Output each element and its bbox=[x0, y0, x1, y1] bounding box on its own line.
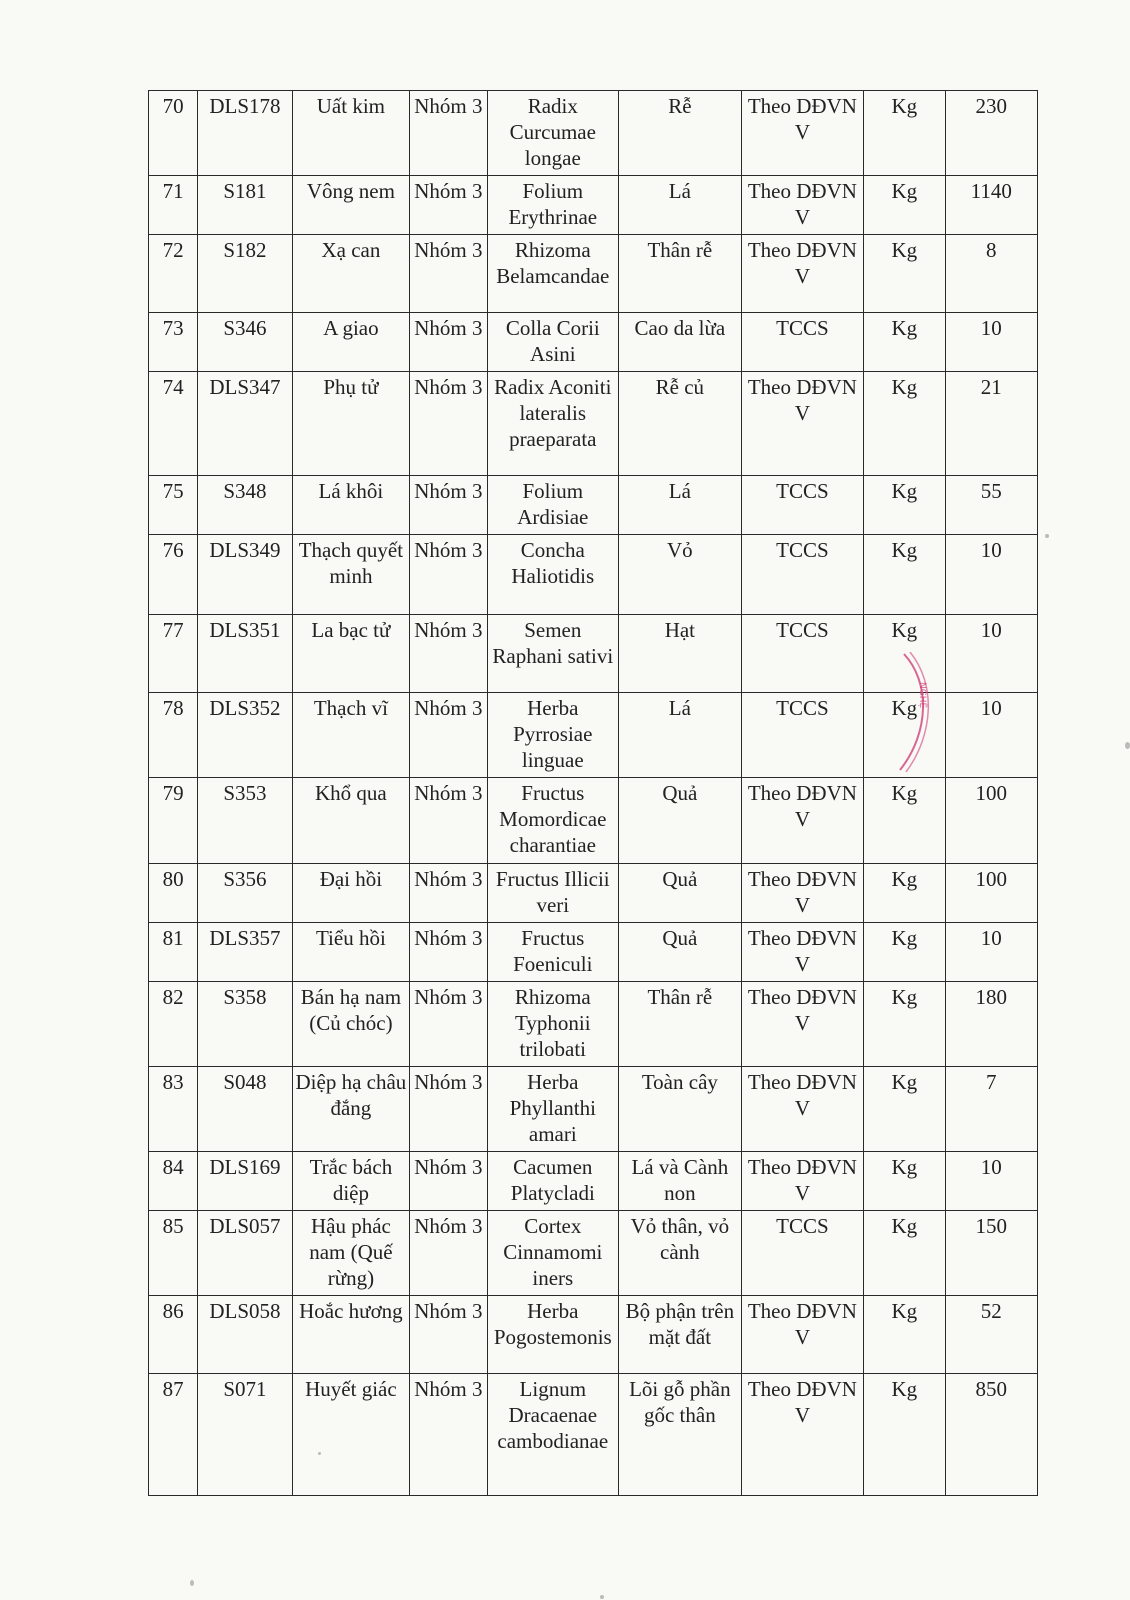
row-number: 79 bbox=[149, 778, 198, 864]
row-quantity: 150 bbox=[945, 1211, 1037, 1296]
row-name: Vông nem bbox=[292, 176, 410, 235]
row-unit: Kg bbox=[864, 1296, 945, 1374]
row-standard: Theo DĐVN V bbox=[741, 91, 864, 176]
row-code: DLS057 bbox=[198, 1211, 292, 1296]
row-number: 77 bbox=[149, 615, 198, 693]
row-latin-name: Semen Raphani sativi bbox=[487, 615, 619, 693]
row-unit: Kg bbox=[864, 313, 945, 372]
row-quantity: 850 bbox=[945, 1374, 1037, 1496]
row-part-used: Quả bbox=[619, 923, 742, 982]
row-unit: Kg bbox=[864, 91, 945, 176]
table-row bbox=[149, 1296, 1038, 1374]
row-unit: Kg bbox=[864, 535, 945, 615]
table-row bbox=[149, 235, 1038, 313]
row-standard: TCCS bbox=[741, 615, 864, 693]
row-quantity: 52 bbox=[945, 1296, 1037, 1374]
row-number: 81 bbox=[149, 923, 198, 982]
row-unit: Kg bbox=[864, 923, 945, 982]
row-name: Hoắc hương bbox=[292, 1296, 410, 1374]
row-group: Nhóm 3 bbox=[410, 1067, 487, 1152]
row-standard: Theo DĐVN V bbox=[741, 1296, 864, 1374]
table-row bbox=[149, 1374, 1038, 1496]
row-unit: Kg bbox=[864, 235, 945, 313]
row-part-used: Bộ phận trên mặt đất bbox=[619, 1296, 742, 1374]
row-number: 86 bbox=[149, 1296, 198, 1374]
row-standard: TCCS bbox=[741, 1211, 864, 1296]
row-part-used: Quả bbox=[619, 778, 742, 864]
row-quantity: 10 bbox=[945, 1152, 1037, 1211]
row-latin-name: Concha Haliotidis bbox=[487, 535, 619, 615]
row-standard: TCCS bbox=[741, 535, 864, 615]
row-number: 84 bbox=[149, 1152, 198, 1211]
row-name: La bạc tử bbox=[292, 615, 410, 693]
row-standard: Theo DĐVN V bbox=[741, 176, 864, 235]
row-part-used: Toàn cây bbox=[619, 1067, 742, 1152]
row-code: DLS351 bbox=[198, 615, 292, 693]
row-code: DLS349 bbox=[198, 535, 292, 615]
row-code: S181 bbox=[198, 176, 292, 235]
row-part-used: Hạt bbox=[619, 615, 742, 693]
row-number: 73 bbox=[149, 313, 198, 372]
row-quantity: 10 bbox=[945, 535, 1037, 615]
row-quantity: 100 bbox=[945, 864, 1037, 923]
row-group: Nhóm 3 bbox=[410, 535, 487, 615]
row-part-used: Quả bbox=[619, 864, 742, 923]
row-number: 75 bbox=[149, 476, 198, 535]
row-number: 87 bbox=[149, 1374, 198, 1496]
table-row bbox=[149, 982, 1038, 1067]
table-row bbox=[149, 313, 1038, 372]
row-latin-name: Rhizoma Belamcandae bbox=[487, 235, 619, 313]
row-number: 72 bbox=[149, 235, 198, 313]
row-name: Thạch vĩ bbox=[292, 693, 410, 778]
row-unit: Kg bbox=[864, 693, 945, 778]
row-code: S356 bbox=[198, 864, 292, 923]
row-standard: TCCS bbox=[741, 693, 864, 778]
row-group: Nhóm 3 bbox=[410, 982, 487, 1067]
row-code: S182 bbox=[198, 235, 292, 313]
row-part-used: Lá bbox=[619, 176, 742, 235]
table-row bbox=[149, 476, 1038, 535]
row-standard: Theo DĐVN V bbox=[741, 1067, 864, 1152]
row-standard: Theo DĐVN V bbox=[741, 235, 864, 313]
herbal-ingredients-table bbox=[148, 90, 1038, 1496]
row-part-used: Lá bbox=[619, 476, 742, 535]
row-part-used: Lá và Cành non bbox=[619, 1152, 742, 1211]
row-code: DLS169 bbox=[198, 1152, 292, 1211]
row-latin-name: Radix Curcumae longae bbox=[487, 91, 619, 176]
row-quantity: 180 bbox=[945, 982, 1037, 1067]
row-latin-name: Fructus Foeniculi bbox=[487, 923, 619, 982]
row-unit: Kg bbox=[864, 982, 945, 1067]
row-group: Nhóm 3 bbox=[410, 476, 487, 535]
row-group: Nhóm 3 bbox=[410, 615, 487, 693]
row-number: 85 bbox=[149, 1211, 198, 1296]
scan-speck bbox=[600, 1595, 604, 1599]
table-row bbox=[149, 535, 1038, 615]
row-code: DLS352 bbox=[198, 693, 292, 778]
row-name: Diệp hạ châu đắng bbox=[292, 1067, 410, 1152]
row-name: Thạch quyết minh bbox=[292, 535, 410, 615]
row-code: DLS357 bbox=[198, 923, 292, 982]
row-part-used: Rễ củ bbox=[619, 372, 742, 476]
row-unit: Kg bbox=[864, 372, 945, 476]
table-row bbox=[149, 693, 1038, 778]
row-group: Nhóm 3 bbox=[410, 1296, 487, 1374]
row-standard: Theo DĐVN V bbox=[741, 372, 864, 476]
table-body bbox=[149, 91, 1038, 1496]
row-number: 71 bbox=[149, 176, 198, 235]
row-name: A giao bbox=[292, 313, 410, 372]
row-group: Nhóm 3 bbox=[410, 313, 487, 372]
row-code: S071 bbox=[198, 1374, 292, 1496]
row-latin-name: Folium Erythrinae bbox=[487, 176, 619, 235]
row-standard: Theo DĐVN V bbox=[741, 982, 864, 1067]
row-standard: TCCS bbox=[741, 476, 864, 535]
row-group: Nhóm 3 bbox=[410, 91, 487, 176]
row-name: Tiểu hồi bbox=[292, 923, 410, 982]
row-name: Xạ can bbox=[292, 235, 410, 313]
row-group: Nhóm 3 bbox=[410, 778, 487, 864]
row-unit: Kg bbox=[864, 1152, 945, 1211]
row-standard: Theo DĐVN V bbox=[741, 1374, 864, 1496]
row-name: Đại hồi bbox=[292, 864, 410, 923]
row-number: 74 bbox=[149, 372, 198, 476]
table-row bbox=[149, 372, 1038, 476]
row-group: Nhóm 3 bbox=[410, 235, 487, 313]
row-name: Phụ tử bbox=[292, 372, 410, 476]
row-latin-name: Lignum Dracaenae cambodianae bbox=[487, 1374, 619, 1496]
row-code: DLS347 bbox=[198, 372, 292, 476]
row-number: 83 bbox=[149, 1067, 198, 1152]
row-latin-name: Fructus Illicii veri bbox=[487, 864, 619, 923]
row-latin-name: Fructus Momordicae charantiae bbox=[487, 778, 619, 864]
row-standard: Theo DĐVN V bbox=[741, 1152, 864, 1211]
row-latin-name: Herba Pyrrosiae linguae bbox=[487, 693, 619, 778]
row-number: 82 bbox=[149, 982, 198, 1067]
row-standard: Theo DĐVN V bbox=[741, 923, 864, 982]
row-quantity: 55 bbox=[945, 476, 1037, 535]
table-row bbox=[149, 778, 1038, 864]
row-name: Hậu phác nam (Quế rừng) bbox=[292, 1211, 410, 1296]
row-part-used: Rễ bbox=[619, 91, 742, 176]
row-unit: Kg bbox=[864, 864, 945, 923]
row-name: Huyết giác bbox=[292, 1374, 410, 1496]
row-group: Nhóm 3 bbox=[410, 1211, 487, 1296]
row-code: S348 bbox=[198, 476, 292, 535]
row-latin-name: Herba Pogostemonis bbox=[487, 1296, 619, 1374]
row-latin-name: Rhizoma Typhonii trilobati bbox=[487, 982, 619, 1067]
row-number: 70 bbox=[149, 91, 198, 176]
scan-speck bbox=[190, 1580, 194, 1586]
row-quantity: 10 bbox=[945, 693, 1037, 778]
row-quantity: 10 bbox=[945, 615, 1037, 693]
row-quantity: 10 bbox=[945, 923, 1037, 982]
row-group: Nhóm 3 bbox=[410, 1152, 487, 1211]
row-group: Nhóm 3 bbox=[410, 176, 487, 235]
row-quantity: 7 bbox=[945, 1067, 1037, 1152]
table-row bbox=[149, 923, 1038, 982]
row-code: DLS178 bbox=[198, 91, 292, 176]
row-part-used: Lá bbox=[619, 693, 742, 778]
row-name: Lá khôi bbox=[292, 476, 410, 535]
stamp-text: NGHỆ bbox=[917, 682, 927, 709]
row-code: S048 bbox=[198, 1067, 292, 1152]
table-row bbox=[149, 91, 1038, 176]
row-number: 76 bbox=[149, 535, 198, 615]
row-number: 80 bbox=[149, 864, 198, 923]
row-name: Uất kim bbox=[292, 91, 410, 176]
table-row bbox=[149, 615, 1038, 693]
row-standard: TCCS bbox=[741, 313, 864, 372]
scan-speck bbox=[1045, 534, 1049, 538]
row-latin-name: Radix Aconiti lateralis praeparata bbox=[487, 372, 619, 476]
table-row bbox=[149, 1067, 1038, 1152]
row-part-used: Thân rễ bbox=[619, 235, 742, 313]
row-part-used: Lõi gỗ phần gốc thân bbox=[619, 1374, 742, 1496]
row-latin-name: Colla Corii Asini bbox=[487, 313, 619, 372]
table-row bbox=[149, 1211, 1038, 1296]
row-name: Bán hạ nam (Củ chóc) bbox=[292, 982, 410, 1067]
row-quantity: 1140 bbox=[945, 176, 1037, 235]
table-row bbox=[149, 864, 1038, 923]
row-unit: Kg bbox=[864, 615, 945, 693]
row-part-used: Vỏ thân, vỏ cành bbox=[619, 1211, 742, 1296]
row-latin-name: Folium Ardisiae bbox=[487, 476, 619, 535]
row-code: S353 bbox=[198, 778, 292, 864]
row-unit: Kg bbox=[864, 1211, 945, 1296]
table-row bbox=[149, 176, 1038, 235]
row-group: Nhóm 3 bbox=[410, 923, 487, 982]
row-group: Nhóm 3 bbox=[410, 693, 487, 778]
row-latin-name: Cacumen Platycladi bbox=[487, 1152, 619, 1211]
row-quantity: 8 bbox=[945, 235, 1037, 313]
row-latin-name: Herba Phyllanthi amari bbox=[487, 1067, 619, 1152]
row-number: 78 bbox=[149, 693, 198, 778]
row-standard: Theo DĐVN V bbox=[741, 864, 864, 923]
row-part-used: Thân rễ bbox=[619, 982, 742, 1067]
row-part-used: Cao da lừa bbox=[619, 313, 742, 372]
row-group: Nhóm 3 bbox=[410, 1374, 487, 1496]
scan-speck bbox=[1125, 742, 1130, 749]
row-unit: Kg bbox=[864, 476, 945, 535]
row-unit: Kg bbox=[864, 1067, 945, 1152]
row-quantity: 100 bbox=[945, 778, 1037, 864]
row-group: Nhóm 3 bbox=[410, 864, 487, 923]
row-quantity: 230 bbox=[945, 91, 1037, 176]
row-name: Khổ qua bbox=[292, 778, 410, 864]
row-latin-name: Cortex Cinnamomi iners bbox=[487, 1211, 619, 1296]
row-standard: Theo DĐVN V bbox=[741, 778, 864, 864]
row-unit: Kg bbox=[864, 778, 945, 864]
row-unit: Kg bbox=[864, 1374, 945, 1496]
row-name: Trắc bách diệp bbox=[292, 1152, 410, 1211]
row-code: S358 bbox=[198, 982, 292, 1067]
row-quantity: 21 bbox=[945, 372, 1037, 476]
row-code: S346 bbox=[198, 313, 292, 372]
row-quantity: 10 bbox=[945, 313, 1037, 372]
table-row bbox=[149, 1152, 1038, 1211]
row-code: DLS058 bbox=[198, 1296, 292, 1374]
row-group: Nhóm 3 bbox=[410, 372, 487, 476]
row-unit: Kg bbox=[864, 176, 945, 235]
scan-speck bbox=[318, 1452, 321, 1455]
row-part-used: Vỏ bbox=[619, 535, 742, 615]
